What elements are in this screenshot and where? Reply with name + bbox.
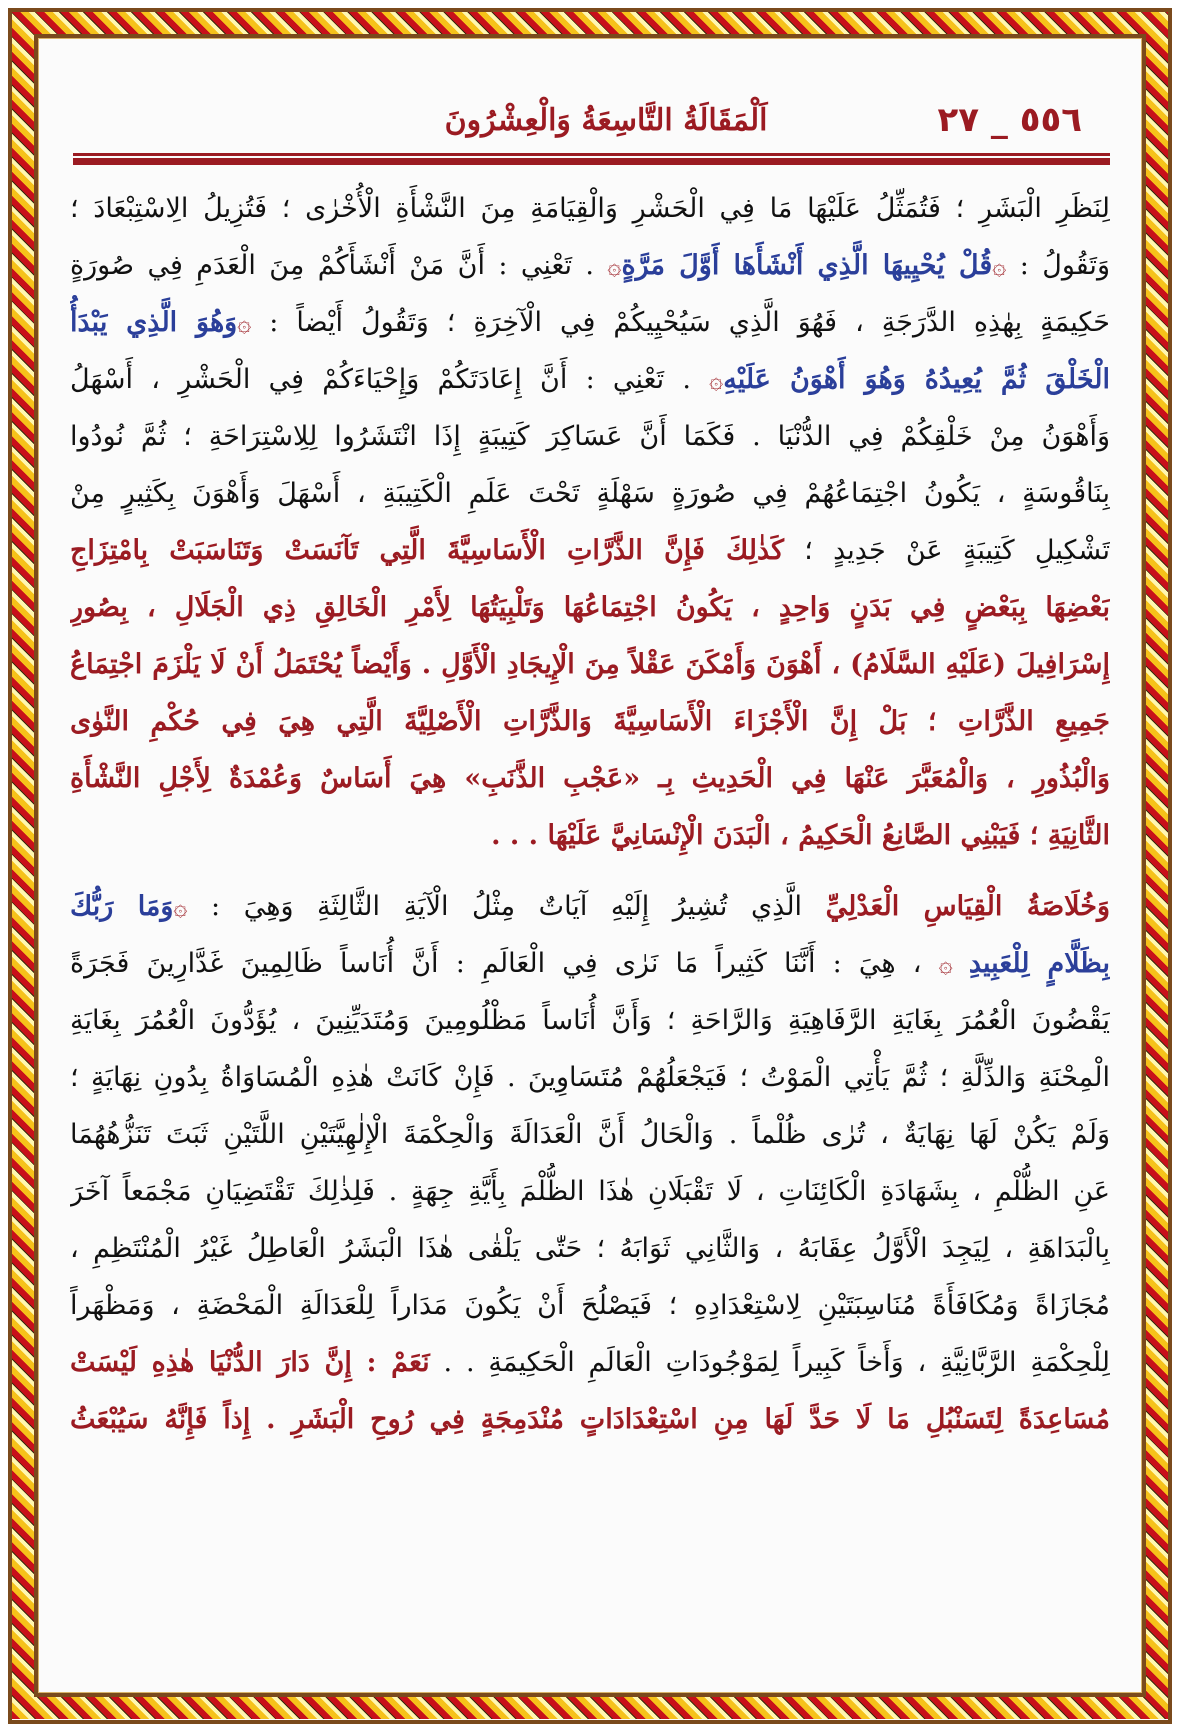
quran-verse: الْخَلْقَ ثُمَّ يُعِيدُهُ وَهُوَ أَهْوَنُ عَلَيْهِ [723, 364, 1110, 395]
body-run: ، هِيَ : أَنَّنَا كَثِيراً مَا نَرٰى فِي الْعَالَمِ : أَنَّ أُنَاساً ظَالِمِينَ غَدَّارِينَ فَجَرَةً [70, 948, 939, 979]
heading-run: وَخُلَاصَةُ الْقِيَاسِ الْعَدْلِيِّ [825, 891, 1110, 922]
quran-verse: قُلْ يُحْيِيهَا الَّذِي أَنْشَأَهَا أَوَّلَ مَرَّةٍ [621, 250, 993, 281]
header-rule-thick [73, 158, 1110, 165]
paragraph-gap [70, 864, 1110, 878]
text-line [70, 1391, 1110, 1448]
emphasis-run: إِسْرَافِيلَ (عَلَيْهِ السَّلَامُ) ، أَهْوَنَ وَأَمْكَنَ عَقْلاً مِنَ الْإِيجَادِ الْأَوَّلِ . وَأَيْضاً يُحْتَمَلُ أَنْ لَا يَلْزَمَ اجْتِمَاعُ [70, 649, 1110, 680]
text-line [70, 992, 1110, 1049]
text-line [70, 1049, 1110, 1106]
text-line [70, 1106, 1110, 1163]
text-line [70, 180, 1110, 237]
body-run: الْمِحْنَةِ وَالذِّلَّةِ ؛ ثُمَّ يَأْتِي الْمَوْتُ ؛ فَيَجْعَلُهُمْ مُتَسَاوِينَ . فَإِنْ كَانَتْ هٰذِهِ الْمُسَاوَاةُ بِدُونِ نِهَايَةٍ ؛ [70, 1062, 1110, 1093]
verse-ornament-icon: ۞ [992, 252, 1007, 280]
emphasis-run: كَذٰلِكَ فَإِنَّ الذَّرَّاتِ الْأَسَاسِيَّةَ الَّتِي تَآنَسَتْ وَتَنَاسَبَتْ بِامْتِزَاجِ [70, 535, 785, 566]
text-line [70, 1163, 1110, 1220]
page-header [70, 92, 1110, 148]
body-run: لِنَظَرِ الْبَشَرِ ؛ فَتُمَثِّلُ عَلَيْهَا مَا فِي الْحَشْرِ وَالْقِيَامَةِ مِنَ النَّشْأَةِ الْأُخْرٰى ؛ فَتُزِيلُ الِاسْتِبْعَادَ ؛ [70, 193, 1110, 224]
text-line [70, 878, 1110, 935]
quran-verse: وَهُوَ الَّذِي يَبْدَأُ [70, 307, 238, 338]
body-run: وَتَقُولُ : [1006, 250, 1110, 281]
text-line [70, 750, 1110, 807]
body-run: وَلَمْ يَكُنْ لَهَا نِهَايَةٌ ، تُرٰى ظُلْماً . وَالْحَالُ أَنَّ الْعَدَالَةَ وَالْحِكْمَةَ الْإِلٰهِيَّتَيْنِ اللَّتَيْنِ ثَبَتَ تَنَزُّهُهُمَا [70, 1119, 1110, 1150]
body-run: الَّذِي تُشِيرُ إِلَيْهِ آيَاتٌ مِثْلُ الْآيَةِ الثَّالِثَةِ وَهِيَ : [187, 891, 826, 922]
emphasis-run: جَمِيعِ الذَّرَّاتِ ؛ بَلْ إِنَّ الْأَجْزَاءَ الْأَسَاسِيَّةَ وَالذَّرَّاتِ الْأَصْلِيَّةَ الَّتِي هِيَ فِي حُكْمِ النَّوٰى [70, 706, 1110, 737]
chapter-title: اَلْمَقَالَةُ التَّاسِعَةُ وَالْعِشْرُونَ [444, 102, 768, 138]
text-line [70, 351, 1110, 408]
text-line [70, 579, 1110, 636]
body-text [70, 180, 1110, 1448]
body-run: لِلْحِكْمَةِ الرَّبَّانِيَّةِ ، وَأَخاً كَبِيراً لِمَوْجُودَاتِ الْعَالَمِ الْحَكِيمَةِ . . [429, 1347, 1110, 1378]
body-run: . تَعْنِي : أَنَّ مَنْ أَنْشَأَكُمْ مِنَ الْعَدَمِ فِي صُورَةٍ [70, 250, 608, 281]
text-line [70, 636, 1110, 693]
body-run: وَأَهْوَنُ مِنْ خَلْقِكُمْ فِي الدُّنْيَا . فَكَمَا أَنَّ عَسَاكِرَ كَتِيبَةٍ إِذَا انْتَشَرُوا لِلِاسْتِرَاحَةِ ؛ ثُمَّ نُودُوا [70, 421, 1110, 452]
emphasis-run: نَعَمْ : إِنَّ دَارَ الدُّنْيَا هٰذِهِ لَيْسَتْ [70, 1347, 430, 1378]
emphasis-run: مُسَاعِدَةً لِتَسَنْبُلِ مَا لَا حَدَّ لَهَا مِنِ اسْتِعْدَادَاتٍ مُنْدَمِجَةٍ فِي رُوحِ الْبَشَرِ . إِذاً فَإِنَّهُ سَيُبْعَثُ [70, 1404, 1110, 1435]
body-run: مُجَازَاةً وَمُكَافَأَةً مُنَاسِبَتَيْنِ لِاسْتِعْدَادِهِ ؛ فَيَصْلُحَ أَنْ يَكُونَ مَدَاراً لِلْعَدَالَةِ الْمَحْضَةِ ، وَمَظْهَراً [70, 1290, 1110, 1321]
verse-ornament-icon: ۞ [607, 252, 622, 280]
body-run: بِنَاقُوسَةٍ ، يَكُونُ اجْتِمَاعُهُمْ فِي صُورَةٍ سَهْلَةٍ تَحْتَ عَلَمِ الْكَتِيبَةِ ، أَسْهَلَ وَأَهْوَنَ بِكَثِيرٍ مِنْ [70, 478, 1110, 509]
verse-ornament-icon: ۞ [237, 309, 252, 337]
emphasis-run: وَالْبُذُورِ ، وَالْمُعَبَّرَ عَنْهَا فِي الْحَدِيثِ بِـ «عَجْبِ الذَّنَبِ» هِيَ أَسَاسٌ وَعُمْدَةٌ لِأَجْلِ النَّشْأَةِ [70, 763, 1110, 794]
body-run: حَكِيمَةٍ بِهٰذِهِ الدَّرَجَةِ ، فَهُوَ الَّذِي سَيُحْيِيكُمْ فِي الْآخِرَةِ ؛ وَتَقُولُ أَيْضاً : [251, 307, 1110, 338]
emphasis-run: الثَّانِيَةِ ؛ فَيَبْنِي الصَّانِعُ الْحَكِيمُ ، الْبَدَنَ الْإِنْسَانِيَّ عَلَيْهَا . . . [491, 820, 1110, 851]
body-run: عَنِ الظُّلْمِ ، بِشَهَادَةِ الْكَائِنَاتِ ، لَا تَقْبَلَانِ هٰذَا الظُّلْمَ بِأَيَّةِ جِهَةٍ . فَلِذٰلِكَ تَقْتَضِيَانِ مَجْمَعاً آخَرَ [70, 1176, 1110, 1207]
quran-verse: بِظَلَّامٍ لِلْعَبِيدِ [968, 948, 1110, 979]
body-run: يَقْضُونَ الْعُمُرَ بِغَايَةِ الرَّفَاهِيَةِ وَالرَّاحَةِ ؛ وَأَنَّ أُنَاساً مَظْلُومِينَ وَمُتَدَيِّنِينَ ، يُؤَدُّونَ الْعُمُرَ بِغَايَةِ [70, 1005, 1110, 1036]
header-rule-thin [73, 153, 1110, 156]
text-line [70, 1277, 1110, 1334]
text-line [70, 237, 1110, 294]
text-line [70, 1334, 1110, 1391]
verse-ornament-icon: ۞ [173, 893, 188, 921]
body-run: تَشْكِيلِ كَتِيبَةٍ عَنْ جَدِيدٍ ؛ [784, 535, 1110, 566]
verse-ornament-icon: ۞ [938, 950, 969, 978]
text-line [70, 807, 1110, 864]
text-line [70, 935, 1110, 992]
body-run: بِالْبَدَاهَةِ ، لِيَجِدَ الْأَوَّلُ عِقَابَهُ ، وَالثَّانِي ثَوَابَهُ ؛ حَتّٰى يَلْقٰى هٰذَا الْبَشَرُ الْعَاطِلُ غَيْرُ الْمُنْتَظِمِ ، [70, 1233, 1110, 1264]
text-line [70, 522, 1110, 579]
text-line [70, 294, 1110, 351]
quran-verse: وَمَا رَبُّكَ [70, 891, 174, 922]
text-line [70, 693, 1110, 750]
text-line [70, 465, 1110, 522]
page-number: ٥٥٦ _ ٢٧ [937, 100, 1082, 140]
text-line [70, 1220, 1110, 1277]
text-line [70, 408, 1110, 465]
emphasis-run: بَعْضِهَا بِبَعْضٍ فِي بَدَنٍ وَاحِدٍ ، يَكُونُ اجْتِمَاعُهَا وَتَلْبِيَتُهَا لِأَمْرِ الْخَالِقِ ذِي الْجَلَالِ ، بِصُورِ [70, 592, 1110, 623]
body-run: . تَعْنِي : أَنَّ إِعَادَتَكُمْ وَإِحْيَاءَكُمْ فِي الْحَشْرِ ، أَسْهَلُ [70, 364, 710, 395]
verse-ornament-icon: ۞ [709, 366, 724, 394]
